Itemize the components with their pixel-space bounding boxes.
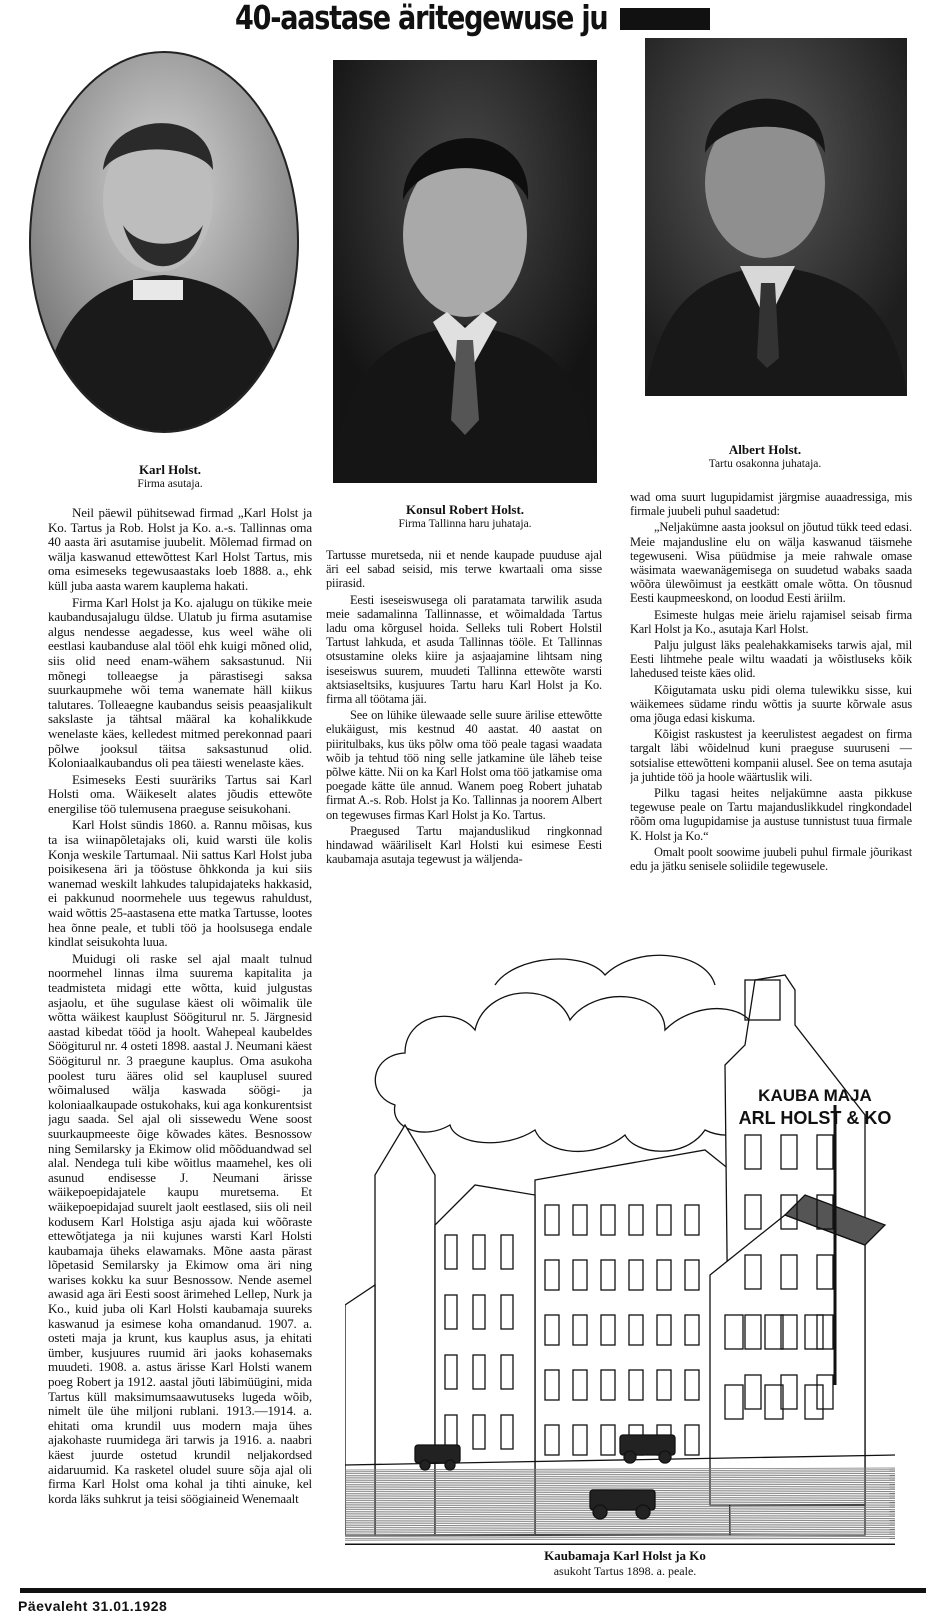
paragraph: See on lühike ülewaade selle suure ärilise ettewõtte elukäigust, mis kestnud 40 aastat. 40 aastat on piiritulbaks, kus üks põlw oma töö peale tagasi waadata wõib ja tehtud töö ning selle jatkamine üle läheb teise põlwe kätte. Nii on ka Karl Holst oma töö jatkamise oma poegade kätte üle annud. Wanem poeg Robert juhatab firmat A.-s. Rob. Holst ja Ko. Tallinnas ja noorem Albert on tegewuses firmas Karl Holst ja Ko. Tartus. <box>326 708 602 822</box>
caption-albert-holst <box>660 442 870 470</box>
quote-paragraph: Kõigist raskustest ja keerulistest aegadest on firma targalt läbi wõidelnud kuni praeguse suuruseni — sotsialise ettewõtteni kompanii alusel. See on tema asutaja ja juhtide töö ja hoole wäärtuslik wili. <box>630 727 912 784</box>
caption-karl-holst <box>60 462 280 490</box>
store-sign <box>735 1085 895 1129</box>
quote-paragraph: Esimeste hulgas meie ärielu rajamisel seisab firma Karl Holst ja Ko., asutaja Karl Holst. <box>630 607 912 636</box>
paragraph: Omalt poolt soowime juubeli puhul firmale jõurikast edu ja jätku senisele soliidile tegewusele. <box>630 844 912 874</box>
paragraph: Tartusse muretseda, nii et nende kaupade puuduse ajal äri eel sabad seisid, mis terwe kwartaali oma sisse piirasid. <box>326 548 602 591</box>
illustration-caption-subtitle: asukoht Tartus 1898. a. peale. <box>553 1564 697 1578</box>
paragraph: Muidugi oli raske sel ajal maalt tulnud noormehel linnas ilma suurema kapitalita ja teadmisteta midagi ette wõtta, kuid julgustas asjaolu, et ühe sugulase käest oli wõimalik üle wõtta wäikest kauplust Söögiturul nr. 5. Järgnesid aastad kibedat tööd ja hoolt. Wahepeal kaubeldes Söögiturul nr. 4 osteti 1898. aastal J. Neumani käest Söögiturul nr. 3 praegune kauplus. Oma asukoha poolest turu ääres olid sel kauplusel suured wõimalused wälja kaswada söögi- ja koloniaalkaupade ostukohaks, kui aga konkurentsist jagu saada. Sel ajal oli sissewedu Wene soost suurkaupmeeste õige kõwades kätes. Besnossow ning Semilarsky ja Ekimow olid mõõduandwad sel alal. Nendega tuli kibe wõitlus maamehel, kes oli asunud endisesse J. Neumani ärisse wäikepoepidajatele kaupu muretsema. Et wäikepoepidajad suurelt jaolt eestlased, siis oli neil kodusem Karl Holstiga asju ajada kui wõõraste ettewõtjatega ja nii kujunes warsti Karl Holsti kaubamaja üheks elawamaks. Mõne aasta pärast lõpetasid Semilarsky ja Ekimow oma äri ning warises kokku ka suur Besnossow. Nende asemel awasid aga äri Eesti soost ärimehed Lellep, Nurk ja Ko., kuid juba oli Karl Holsti kaubamaja suureks kaswanud ja esimese koha omandanud. 1907. a. osteti maja ja krunt, kus kauplus asus, ja ehitati ümber, kusjuures ruumid äri jaoks kohasemaks muudeti. 1908. a. astus ärisse Karl Holsti wanem poeg Robert ja 1912. aastal jõuti läbimüügini, mida Tartus küll maksimumsaawutuseks lugeda wõib, nimelt üle ühe miljoni rublani. 1913.—1914. a. ehitati oma krundil uus modern maja ühes ajakohaste ruumidega äri tarwis ja 1916. a. naabri käest juurde ostetud krundil neljakordsed aidaruumid. Ka rasketel oludel suure sõja ajal oli firma Karl Holst oma kohal ja tihti ainuke, kel korda läks suhkrut ja teisi söögiaineid Wenemaalt <box>48 950 312 1506</box>
caption-role: Firma Tallinna haru juhataja. <box>398 518 532 530</box>
illustration-caption-title: Kaubamaja Karl Holst ja Ko <box>544 1548 706 1563</box>
paragraph: Karl Holst sündis 1860. a. Rannu mõisas, kus ta isa wiinapõletajaks oli, kuid warsti üle kolis Konja weskile Tartumaal. Nii sattus Karl Holst juba poisikesena äri ja tööstuse õhkkonda ja kui siis wanemad weskilt lahkudes talupidajateks hakkasid, ei pakkunud noormehele uus tegewus rahuldust, waid wõttis 25-aastasena ette matka Tartusse, lootes hea õnne peale, et tubli töö ja hoolsusega endale kindlat seisukohta luua. <box>48 817 312 950</box>
quote-paragraph: Palju julgust läks pealehakkamiseks tarwis ajal, mil Eesti lihtmehe peale wiltu waadati ja wõistluseks kõik lahedused teiste käes olid. <box>630 638 912 681</box>
caption-name: Albert Holst. <box>728 442 802 457</box>
department-store-illustration <box>345 945 895 1545</box>
source-label: Päevaleht 31.01.1928 <box>18 1598 168 1614</box>
cloud <box>375 955 780 1151</box>
caption-role: Firma asutaja. <box>137 478 203 490</box>
caption-role: Tartu osakonna juhataja. <box>708 458 822 470</box>
paragraph: Eesti iseseiswusega oli paratamata tarwilik asuda meie sadamalinna Tallinnasse, et wõimaldada Tartus ladu oma kõrgusel hoida. Selleks tuli Robert Holstil Tartust lahkuda, et asuda Tallinnas tööle. Et Tallinnas otsustamine oleks kiire ja asjaajamine lihtsam ning iseseiswus suurem, muudeti Tallinna ettewõte warsti aktsiaseltsiks, kusjuures Tartu haru Karl Holst ja Ko. firma all töötama jäi. <box>326 592 602 707</box>
article-column-left <box>48 506 312 1588</box>
headline: 40-aastase äritegewuse ju <box>235 0 608 37</box>
quote-paragraph: „Neljakümne aasta jooksul on jõutud tükk teed edasi. Meie majandusline elu on wälja kaswanud täismehe tegewuseni. Wisa püüdmise ja meie rahwale omase wäsimata waewanägemisega on suudetud wabaks saada wõõra ülewõimust ja eestkätt omale wõtta. On tõusnud Eesti kaupmeeskond, on loodud Eesti äriilm. <box>630 520 912 606</box>
paragraph: Neil päewil pühitsewad firmad „Karl Holst ja Ko. Tartus ja Rob. Holst ja Ko. a.-s. Tallinnas oma 40 aasta äri asutamise juubelit. Mõlemad firmad on wälja kaswanud ettewõttest Karl Holst Tartus, mis oma esimeseks tegewusaastaks loeb 1888. a., ehk küll juba aasta warem kauplema hakati. <box>48 506 312 593</box>
caption-name: Konsul Robert Holst. <box>405 502 525 517</box>
portrait-robert-holst <box>333 60 597 483</box>
paragraph: wad oma suurt lugupidamist järgmise auaadressiga, mis firmale juubeli puhul saadetud: <box>630 490 912 519</box>
quote-paragraph: Kõigutamata usku pidi olema tulewikku sisse, kui wäikemees südame rindu wõttis ja suurte kõrwale asus oma jõuga edasi kiskuma. <box>630 682 912 726</box>
portrait-albert-holst <box>645 38 907 396</box>
quote-paragraph: Pilku tagasi heites neljakümne aasta pikkuse tegewuse peale on Tartu majanduslikkudel ringkondadel rõõm oma lugupidamise ja austuse tunnistust tuua firmale K. Holst ja Ko.“ <box>630 786 912 843</box>
paragraph: Praegused Tartu majanduslikud ringkonnad hindawad wääriliselt Karl Holsti kui esimese Eesti kaubamaja asutaja tegewust ja wäljenda- <box>326 823 602 867</box>
illustration-caption <box>480 1548 770 1579</box>
ink-blot <box>620 8 710 30</box>
store-sign-main: ARL HOLST & KO <box>738 1108 892 1128</box>
article-column-right <box>630 490 912 935</box>
store-sign-top: KAUBA MAJA <box>758 1086 872 1105</box>
caption-robert-holst <box>330 502 600 530</box>
bottom-rule <box>20 1588 926 1593</box>
paragraph: Firma Karl Holst ja Ko. ajalugu on tükike meie kaubandusajalugu üldse. Ulatub ju firma asutamise algus nendesse aegadesse, kus weel wähe oli eestlasi kaubanduse alal tööl ehk kuigi mõned olid, siis olid need enam-wähem saksastunud. Nii mõnegi tolleaegse ja pärastisegi saksa suurkaupmehe wõi tema wanemate häll kiikus talutares. Tolleaegne kaubandus seisis peaasjalikult sakslaste ja tähtsal määral ka kohalikkude wenelaste käes, kelledest mitmed perekonnad paari põlwe jooksul täitsa saksastunud olid. Koloniaalkaubandus oli pea täiesti wenelaste käes. <box>48 594 312 771</box>
article-column-middle <box>326 548 602 938</box>
portrait-karl-holst <box>28 50 300 434</box>
caption-name: Karl Holst. <box>138 462 202 477</box>
paragraph: Esimeseks Eesti suuräriks Tartus sai Karl Holsti oma. Wäikeselt alates jõudis ettewõte energilise töö tulemusena praeguse seisukohani. <box>48 771 312 816</box>
hatch-line <box>345 1536 895 1538</box>
